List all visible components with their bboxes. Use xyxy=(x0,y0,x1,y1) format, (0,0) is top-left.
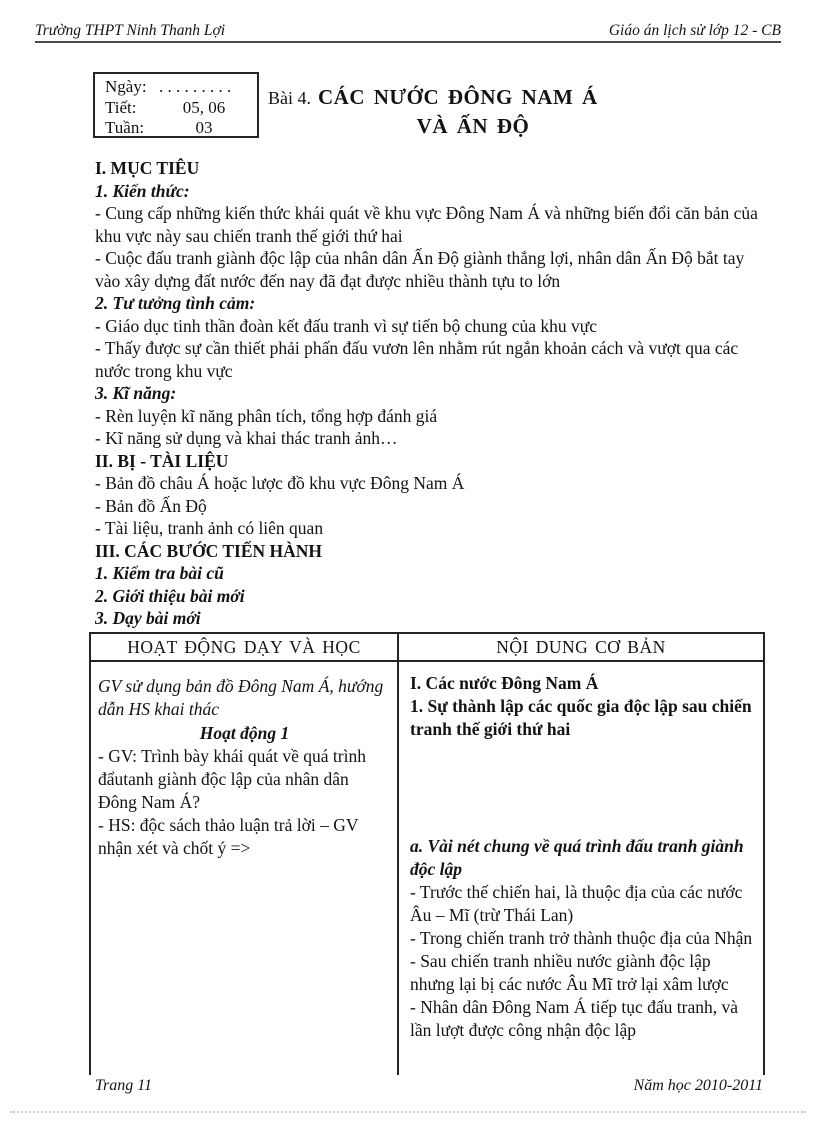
period-label: Tiết: xyxy=(105,97,137,117)
body-paragraph: - Giáo dục tinh thần đoàn kết đấu tranh vì sự tiến bộ chung của khu vực xyxy=(95,315,598,336)
subsection-heading: 1. Kiểm tra bài cũ xyxy=(95,563,224,583)
subsection-heading: 3. Kĩ năng: xyxy=(95,383,177,403)
lesson-title xyxy=(268,85,638,139)
info-row-week xyxy=(105,118,249,139)
page-footer xyxy=(95,1077,763,1095)
body-paragraph: - Tài liệu, tranh ảnh có liên quan xyxy=(95,518,324,538)
school-year: Năm học 2010-2011 xyxy=(633,1077,763,1094)
date-label: Ngày: xyxy=(105,77,147,96)
week-value: 03 xyxy=(195,118,213,137)
subsection-heading: 2. Giới thiệu bài mới xyxy=(95,585,245,606)
hs-line: - HS: độc sách thảo luận trả lời – GV nhận xét và chốt ý => xyxy=(98,815,359,858)
document-body xyxy=(95,157,763,630)
body-paragraph: - Cung cấp những kiến thức khái quát về khu vực Đông Nam Á và những biến đổi căn bản của khu vực này sau chiến tranh thế giới thứ hai xyxy=(95,203,758,246)
content-point: - Trước thế chiến hai, là thuộc địa của các nước Âu – Mĩ (trừ Thái Lan) xyxy=(410,882,743,925)
content-heading-1: I. Các nước Đông Nam Á xyxy=(410,673,599,693)
section-heading: III. CÁC BƯỚC TIẾN HÀNH xyxy=(95,540,323,561)
lesson-title-line1 xyxy=(268,85,638,110)
lesson-title-line2: VÀ ẤN ĐỘ xyxy=(416,114,530,138)
section-heading: II. BỊ - TÀI LIỆU xyxy=(95,450,229,471)
page-bottom-divider xyxy=(10,1111,806,1113)
body-paragraph: - Cuộc đấu tranh giành độc lập của nhân dân Ấn Độ giành thắng lợi, nhân dân Ấn Độ bắt tay vào xây dựng đất nước đến nay đã đạt được nhiều thành tựu to lớn xyxy=(95,248,745,291)
lesson-number: Bài 4. xyxy=(268,88,311,108)
header-school-name: Trường THPT Ninh Thanh Lợi xyxy=(35,22,226,39)
content-subheading-a: a. Vài nét chung về quá trình đấu tranh giành độc lập xyxy=(410,836,744,879)
table-cell-content xyxy=(397,662,763,1075)
info-row-period xyxy=(105,98,249,119)
body-paragraph: - Bản đồ châu Á hoặc lược đồ khu vực Đông Nam Á xyxy=(95,473,465,493)
gv-line: - GV: Trình bày khái quát về quá trình đẩutanh giành độc lập của nhân dân Đông Nam Á? xyxy=(98,746,366,812)
body-paragraph: - Rèn luyện kĩ năng phân tích, tổng hợp đánh giá xyxy=(95,405,438,426)
subsection-heading: 1. Kiến thức: xyxy=(95,180,190,201)
content-point: - Nhân dân Đông Nam Á tiếp tục đấu tranh, và lần lượt được công nhận độc lập xyxy=(410,997,739,1040)
subsection-heading: 2. Tư tưởng tình cảm: xyxy=(95,293,256,313)
body-paragraph: - Bản đồ Ấn Độ xyxy=(95,495,207,516)
lesson-info-box xyxy=(93,72,259,138)
lesson-activities-table xyxy=(89,632,765,1075)
period-value: 05, 06 xyxy=(182,97,226,117)
body-paragraph: - Thấy được sự cần thiết phải phấn đấu vươn lên nhằm rút ngắn khoản cách và vượt qua các nước trong khu vực xyxy=(95,338,739,381)
table-cell-activities xyxy=(91,662,397,1075)
page-header xyxy=(35,22,781,43)
info-row-date xyxy=(105,77,249,98)
content-point: - Trong chiến tranh trở thành thuộc địa của Nhận xyxy=(410,928,753,948)
date-value: . . . . . . . . . xyxy=(159,77,232,96)
week-label: Tuần: xyxy=(105,118,145,137)
content-heading-2: 1. Sự thành lập các quốc gia độc lập sau chiến tranh thế giới thứ hai xyxy=(410,696,752,739)
table-header-content: NỘI DUNG CƠ BẢN xyxy=(397,634,763,662)
lesson-title-text: CÁC NƯỚC ĐÔNG NAM Á xyxy=(318,85,598,109)
subsection-heading: 3. Dạy bài mới xyxy=(95,608,201,628)
content-spacer xyxy=(410,741,757,835)
section-heading: I. MỤC TIÊU xyxy=(95,158,200,178)
activity-heading: Hoạt động 1 xyxy=(199,723,290,743)
page-number: Trang 11 xyxy=(95,1077,153,1094)
teacher-note: GV sử dụng bản đồ Đông Nam Á, hướng dẫn HS khai thác xyxy=(98,676,384,719)
body-paragraph: - Kĩ năng sử dụng và khai thác tranh ảnh… xyxy=(95,428,398,448)
header-doc-title: Giáo án lịch sử lớp 12 - CB xyxy=(608,22,781,39)
table-header-activities: HOẠT ĐỘNG DẠY VÀ HỌC xyxy=(91,634,397,662)
content-point: - Sau chiến tranh nhiều nước giành độc lập nhưng lại bị các nước Âu Mĩ trở lại xâm lược xyxy=(410,951,729,994)
